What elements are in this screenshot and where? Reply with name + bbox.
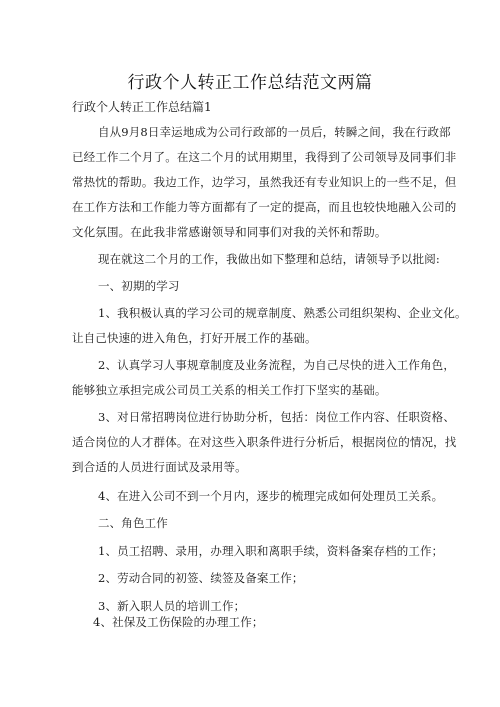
paragraph-line: 常热忱的帮助。我边工作，边学习，虽然我还有专业知识上的一些不足，但: [72, 175, 457, 189]
paragraph-line: 适合岗位的人才群体。在对这些入职条件进行分析后，根据岗位的情况，找: [72, 435, 457, 449]
paragraph-line: 让自己快速的进入角色，打好开展工作的基础。: [72, 331, 317, 345]
list-item: 1、员工招聘、录用，办理入职和离职手续，资料备案存档的工作；: [98, 544, 444, 558]
paragraph-line: 2、认真学习人事规章制度及业务流程，为自己尽快的进入工作角色，: [98, 358, 455, 372]
paragraph-line: 1、我积极认真的学习公司的规章制度、熟悉公司组织架构、企业文化。: [98, 306, 467, 320]
paragraph-line: 4、在进入公司不到一个月内，逐步的梳理完成如何处理员工关系。: [98, 489, 444, 503]
section-heading: 一、初期的学习: [98, 279, 180, 293]
paragraph-line: 3、对日常招聘岗位进行协助分析，包括：岗位工作内容、任职资格、: [98, 410, 455, 424]
paragraph-line: 在工作方法和工作能力等方面都有了一定的提高，而且也较快地融入公司的: [72, 200, 457, 214]
section-heading: 二、角色工作: [98, 516, 168, 530]
paragraph-line: 文化氛围。在此我非常感谢领导和同事们对我的关怀和帮助。: [72, 225, 387, 239]
paragraph-line: 自从9月8日幸运地成为公司行政部的一员后，转瞬之间，我在行政部: [98, 125, 451, 139]
list-item: 3、新入职人员的培训工作；: [98, 599, 246, 613]
paragraph-line: 到合适的人员进行面试及录用等。: [72, 460, 247, 474]
document-subtitle: 行政个人转正工作总结篇1: [72, 100, 212, 114]
paragraph-line: 能够独立承担完成公司员工关系的相关工作打下坚实的基础。: [72, 383, 387, 397]
paragraph-line: 已经工作二个月了。在这二个月的试用期里，我得到了公司领导及同事们非: [72, 150, 457, 164]
document-title: 行政个人转正工作总结范文两篇: [127, 73, 373, 93]
list-item: 2、劳动合同的初签、续签及备案工作；: [98, 571, 304, 585]
paragraph-line: 现在就这二个月的工作，我做出如下整理和总结，请领导予以批阅:: [98, 252, 440, 266]
list-item: 4、社保及工伤保险的办理工作；: [93, 615, 264, 629]
